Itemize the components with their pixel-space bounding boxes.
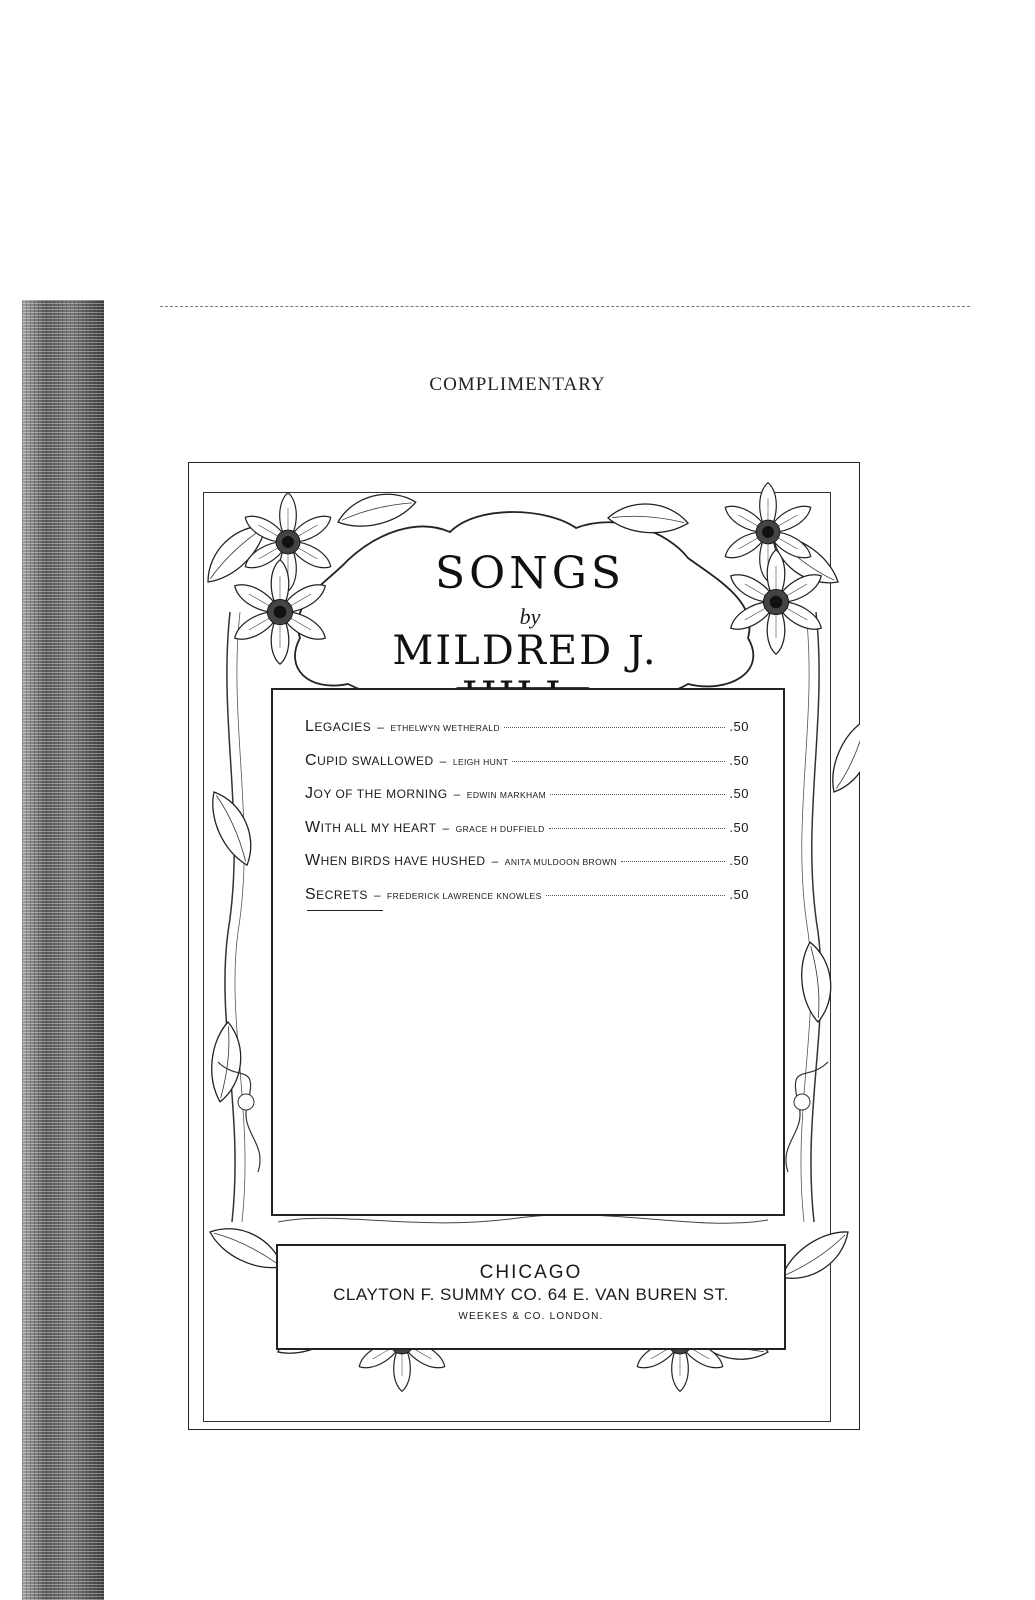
song-list	[305, 718, 749, 919]
song-price: .50	[729, 752, 749, 768]
song-author: LEIGH HUNT	[452, 756, 509, 767]
song-row	[305, 886, 749, 920]
song-price: .50	[729, 819, 749, 835]
song-row	[305, 785, 749, 819]
song-separator: –	[373, 887, 382, 902]
scanned-binding-strip	[22, 300, 104, 1600]
song-separator: –	[377, 720, 385, 734]
song-author: ANITA MULDOON BROWN	[504, 857, 618, 867]
handwritten-underline	[307, 910, 383, 911]
song-separator: –	[442, 820, 450, 835]
dot-leader	[546, 895, 726, 896]
scan-edge-line	[160, 306, 970, 307]
cover-by: by	[519, 604, 541, 629]
publisher-address: CLAYTON F. SUMMY CO. 64 E. VAN BUREN ST.	[333, 1285, 729, 1304]
publisher-london: WEEKES & CO. LONDON.	[458, 1311, 604, 1322]
song-row	[305, 852, 749, 886]
dot-leader	[621, 861, 725, 862]
song-separator: –	[491, 854, 499, 868]
song-price: .50	[729, 886, 749, 902]
complimentary-stamp: COMPLIMENTARY	[429, 374, 606, 395]
song-separator: –	[439, 753, 447, 768]
song-row	[305, 752, 749, 786]
song-title: LEGACIES	[305, 718, 372, 735]
song-author: GRACE H DUFFIELD	[455, 823, 545, 834]
song-price: .50	[729, 853, 749, 868]
composer-name: MILDRED J.	[392, 628, 658, 674]
song-title: CUPID SWALLOWED	[305, 751, 434, 769]
song-title: SECRETS	[305, 885, 368, 903]
song-author: FREDERICK LAWRENCE KNOWLES	[387, 890, 542, 901]
song-row	[305, 819, 749, 853]
song-title: WHEN BIRDS HAVE HUSHED	[305, 852, 486, 869]
publisher-box	[276, 1244, 786, 1350]
song-title: WITH ALL MY HEART	[305, 818, 437, 836]
dot-leader	[550, 794, 725, 795]
publisher-city: CHICAGO	[479, 1262, 583, 1283]
dot-leader	[549, 828, 726, 829]
song-author: ETHELWYN WETHERALD	[390, 723, 500, 733]
song-author: EDWIN MARKHAM	[466, 790, 547, 800]
song-separator: –	[453, 787, 461, 801]
song-title: JOY OF THE MORNING	[305, 785, 448, 802]
cover-title: SONGS	[434, 548, 625, 599]
dot-leader	[512, 761, 725, 762]
song-price: .50	[729, 719, 749, 734]
dot-leader	[504, 727, 725, 728]
song-row	[305, 718, 749, 752]
song-price: .50	[729, 786, 749, 801]
